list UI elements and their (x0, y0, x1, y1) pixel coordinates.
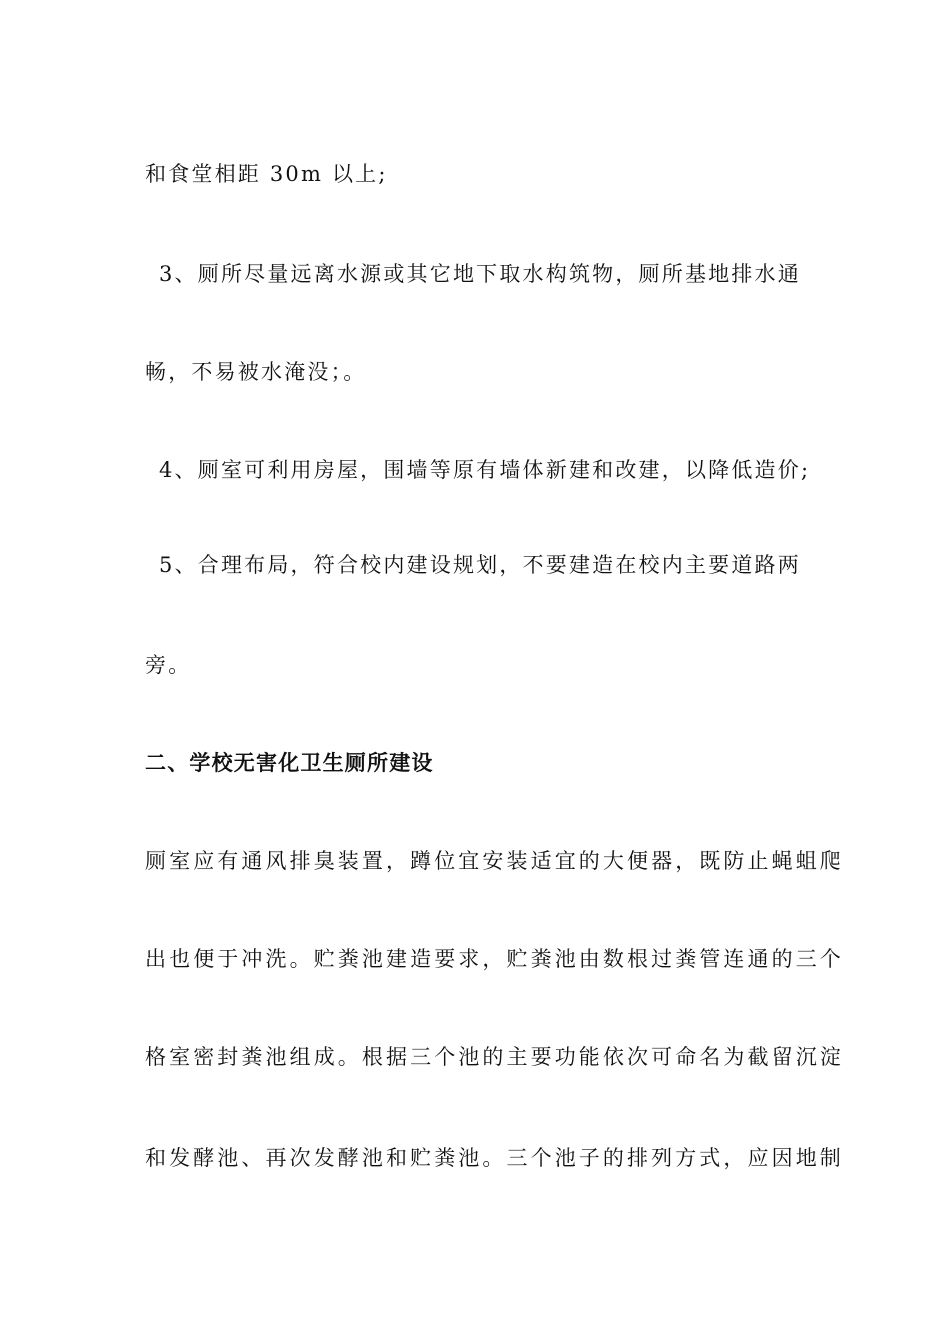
paragraph-line: 出也便于冲洗。贮粪池建造要求，贮粪池由数根过粪管连通的三个 (145, 947, 844, 971)
text-line: 旁。 (145, 653, 192, 677)
text-line: 畅，不易被水淹没；。 (145, 360, 367, 384)
list-item-4: 4、厕室可利用房屋，围墙等原有墙体新建和改建，以降低造价; (159, 458, 811, 482)
paragraph-line: 和发酵池、再次发酵池和贮粪池。三个池子的排列方式，应因地制 (145, 1146, 844, 1170)
text-line: 和食堂相距 30m 以上; (145, 162, 388, 186)
paragraph-line: 格室密封粪池组成。根据三个池的主要功能依次可命名为截留沉淀 (145, 1045, 844, 1069)
section-heading: 二、学校无害化卫生厕所建设 (145, 750, 434, 775)
list-item-3: 3、厕所尽量远离水源或其它地下取水构筑物，厕所基地排水通 (159, 262, 801, 286)
paragraph-line: 厕室应有通风排臭装置，蹲位宜安装适宜的大便器，既防止蝇蛆爬 (145, 849, 844, 873)
list-item-5: 5、合理布局，符合校内建设规划，不要建造在校内主要道路两 (159, 553, 801, 577)
